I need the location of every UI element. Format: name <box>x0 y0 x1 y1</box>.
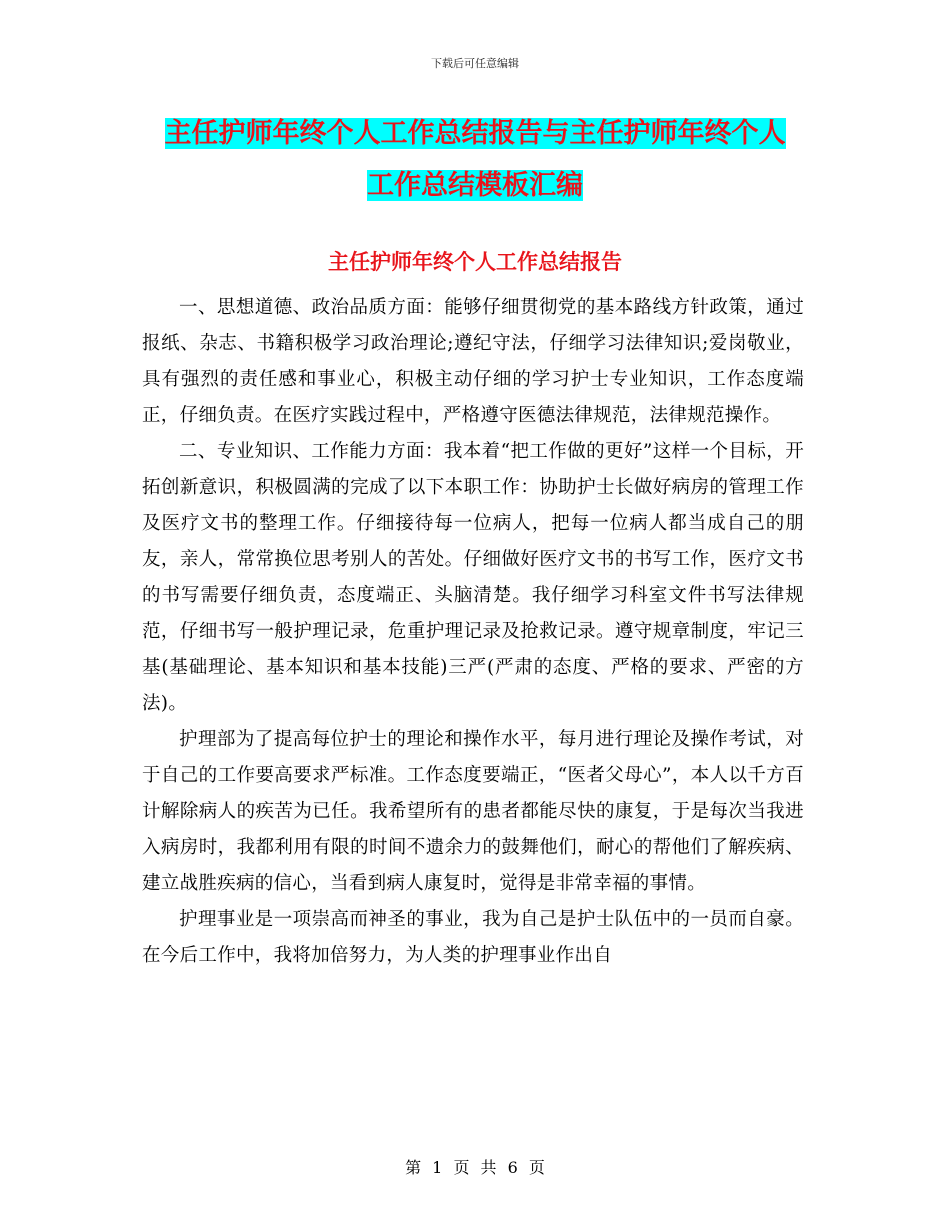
body-text <box>142 290 804 974</box>
section-title: 主任护师年终个人工作总结报告 <box>328 250 622 274</box>
document-title <box>140 108 810 212</box>
paragraph-3: 护理部为了提高每位护士的理论和操作水平，每月进行理论及操作考试，对于自己的工作要高要求严标准。工作态度要端正，“医者父母心”，本人以千方百计解除病人的疾苦为已任。我希望所有的患者都能尽快的康复，于是每次当我进入病房时，我都利用有限的时间不遗余力的鼓舞他们，耐心的帮他们了解疾病、建立战胜疾病的信心，当看到病人康复时，觉得是非常幸福的事情。 <box>142 729 804 894</box>
paragraph-2: 二、专业知识、工作能力方面：我本着“把工作做的更好”这样一个目标，开拓创新意识，积极圆满的完成了以下本职工作：协助护士长做好病房的管理工作及医疗文书的整理工作。仔细接待每一位病人，把每一位病人都当成自己的朋友，亲人，常常换位思考别人的苦处。仔细做好医疗文书的书写工作，医疗文书的书写需要仔细负责，态度端正、头脑清楚。我仔细学习科室文件书写法律规范，仔细书写一般护理记录，危重护理记录及抢救记录。遵守规章制度，牢记三基(基础理论、基本知识和基本技能)三严(严肃的态度、严格的要求、严密的方法)。 <box>142 441 804 714</box>
page-footer: 第 1 页 共 6 页 <box>405 1158 545 1177</box>
paragraph-1: 一、思想道德、政治品质方面：能够仔细贯彻党的基本路线方针政策，通过报纸、杂志、书籍积极学习政治理论;遵纪守法，仔细学习法律知识;爱岗敬业，具有强烈的责任感和事业心，积极主动仔细的学习护士专业知识，工作态度端正，仔细负责。在医疗实践过程中，严格遵守医德法律规范，法律规范操作。 <box>142 297 804 426</box>
header-note: 下载后可任意编辑 <box>431 57 519 70</box>
document-title-line-2: 工作总结模板汇编 <box>367 170 583 201</box>
document-title-line-1: 主任护师年终个人工作总结报告与主任护师年终个人 <box>164 118 786 149</box>
paragraph-4: 护理事业是一项崇高而神圣的事业，我为自己是护士队伍中的一员而自豪。在今后工作中，我将加倍努力，为人类的护理事业作出自 <box>142 909 804 966</box>
